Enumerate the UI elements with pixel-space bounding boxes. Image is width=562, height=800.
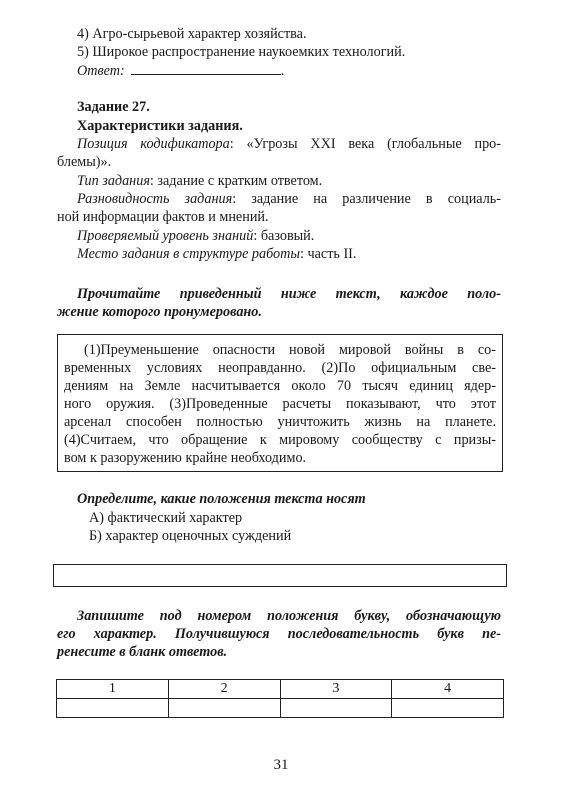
answer-table <box>56 679 504 718</box>
answer-blank[interactable] <box>131 62 281 75</box>
list-item-5: 5) Широкое распространение наукоемких технологий. <box>77 44 406 60</box>
characteristics-heading: Характеристики задания. <box>77 118 243 134</box>
source-text-line: (1)Преуменьшение опасности новой мировой войны в со- <box>84 342 496 358</box>
variety-line <box>77 190 501 208</box>
task-title: Задание 27. <box>77 99 150 115</box>
variety-label: Разновидность задания <box>77 191 233 207</box>
table-answer-row <box>57 699 504 718</box>
codifier-line <box>77 135 501 153</box>
answer-label: Ответ: <box>77 63 125 79</box>
table-header-cell: 4 <box>392 680 504 699</box>
level-line <box>77 227 314 245</box>
table-header-cell: 3 <box>280 680 392 699</box>
write-instruction-line2: его характер. Получившуюся последовательность букв пе- <box>57 626 501 642</box>
answer-box[interactable] <box>53 564 507 587</box>
place-line <box>77 245 356 263</box>
table-answer-cell[interactable] <box>280 699 392 718</box>
table-answer-cell[interactable] <box>392 699 504 718</box>
source-text-line: (4)Считаем, что обращение к мировому сообществу с призы- <box>64 432 496 448</box>
source-text-line: ного оружия. (3)Проведенные расчеты показывают, что этот <box>64 396 496 412</box>
type-label: Тип задания <box>77 173 150 189</box>
table-answer-cell[interactable] <box>57 699 169 718</box>
answer-end: . <box>280 63 285 79</box>
table-header-cell: 1 <box>57 680 169 699</box>
level-value: : базовый. <box>253 228 315 244</box>
level-label: Проверяемый уровень знаний <box>77 228 254 244</box>
table-header-cell: 2 <box>168 680 280 699</box>
answer-line <box>77 62 284 80</box>
read-instruction-line2: жение которого пронумеровано. <box>57 304 262 320</box>
source-text-line: арсенал способен полностью уничтожить жизнь на планете. <box>64 414 496 430</box>
page-number: 31 <box>273 757 289 773</box>
codifier-value: : «Угрозы XXI века (глобальные про- <box>229 136 501 152</box>
codifier-label: Позиция кодификатора <box>77 136 230 152</box>
list-item-4: 4) Агро-сырьевой характер хозяйства. <box>77 26 307 42</box>
variety-value: : задание на различение в социаль- <box>232 191 501 207</box>
table-header-row <box>57 680 504 699</box>
place-value: : часть II. <box>300 246 357 262</box>
source-text-line: временных условиях неоправданно. (2)По официальным све- <box>64 360 496 376</box>
table-answer-cell[interactable] <box>168 699 280 718</box>
type-value: : задание с кратким ответом. <box>149 173 323 189</box>
codifier-value-cont: блемы)». <box>57 154 112 170</box>
option-a: А) фактический характер <box>89 510 243 526</box>
write-instruction-line3: ренесите в бланк ответов. <box>57 644 228 660</box>
write-instruction-line1: Запишите под номером положения букву, обозначающую <box>77 608 501 624</box>
option-b: Б) характер оценочных суждений <box>89 528 292 544</box>
source-text-line: вом к разоружению крайне необходимо. <box>64 450 307 466</box>
type-line <box>77 172 322 190</box>
source-text-line: дениям на Земле насчитывается около 70 тысяч единиц ядер- <box>64 378 496 394</box>
place-label: Место задания в структуре работы <box>77 246 301 262</box>
variety-value-cont: ной информации фактов и мнений. <box>57 209 269 225</box>
source-text-box <box>57 334 503 472</box>
determine-heading: Определите, какие положения текста носят <box>77 491 366 507</box>
read-instruction-line1: Прочитайте приведенный ниже текст, каждое поло- <box>77 286 501 302</box>
